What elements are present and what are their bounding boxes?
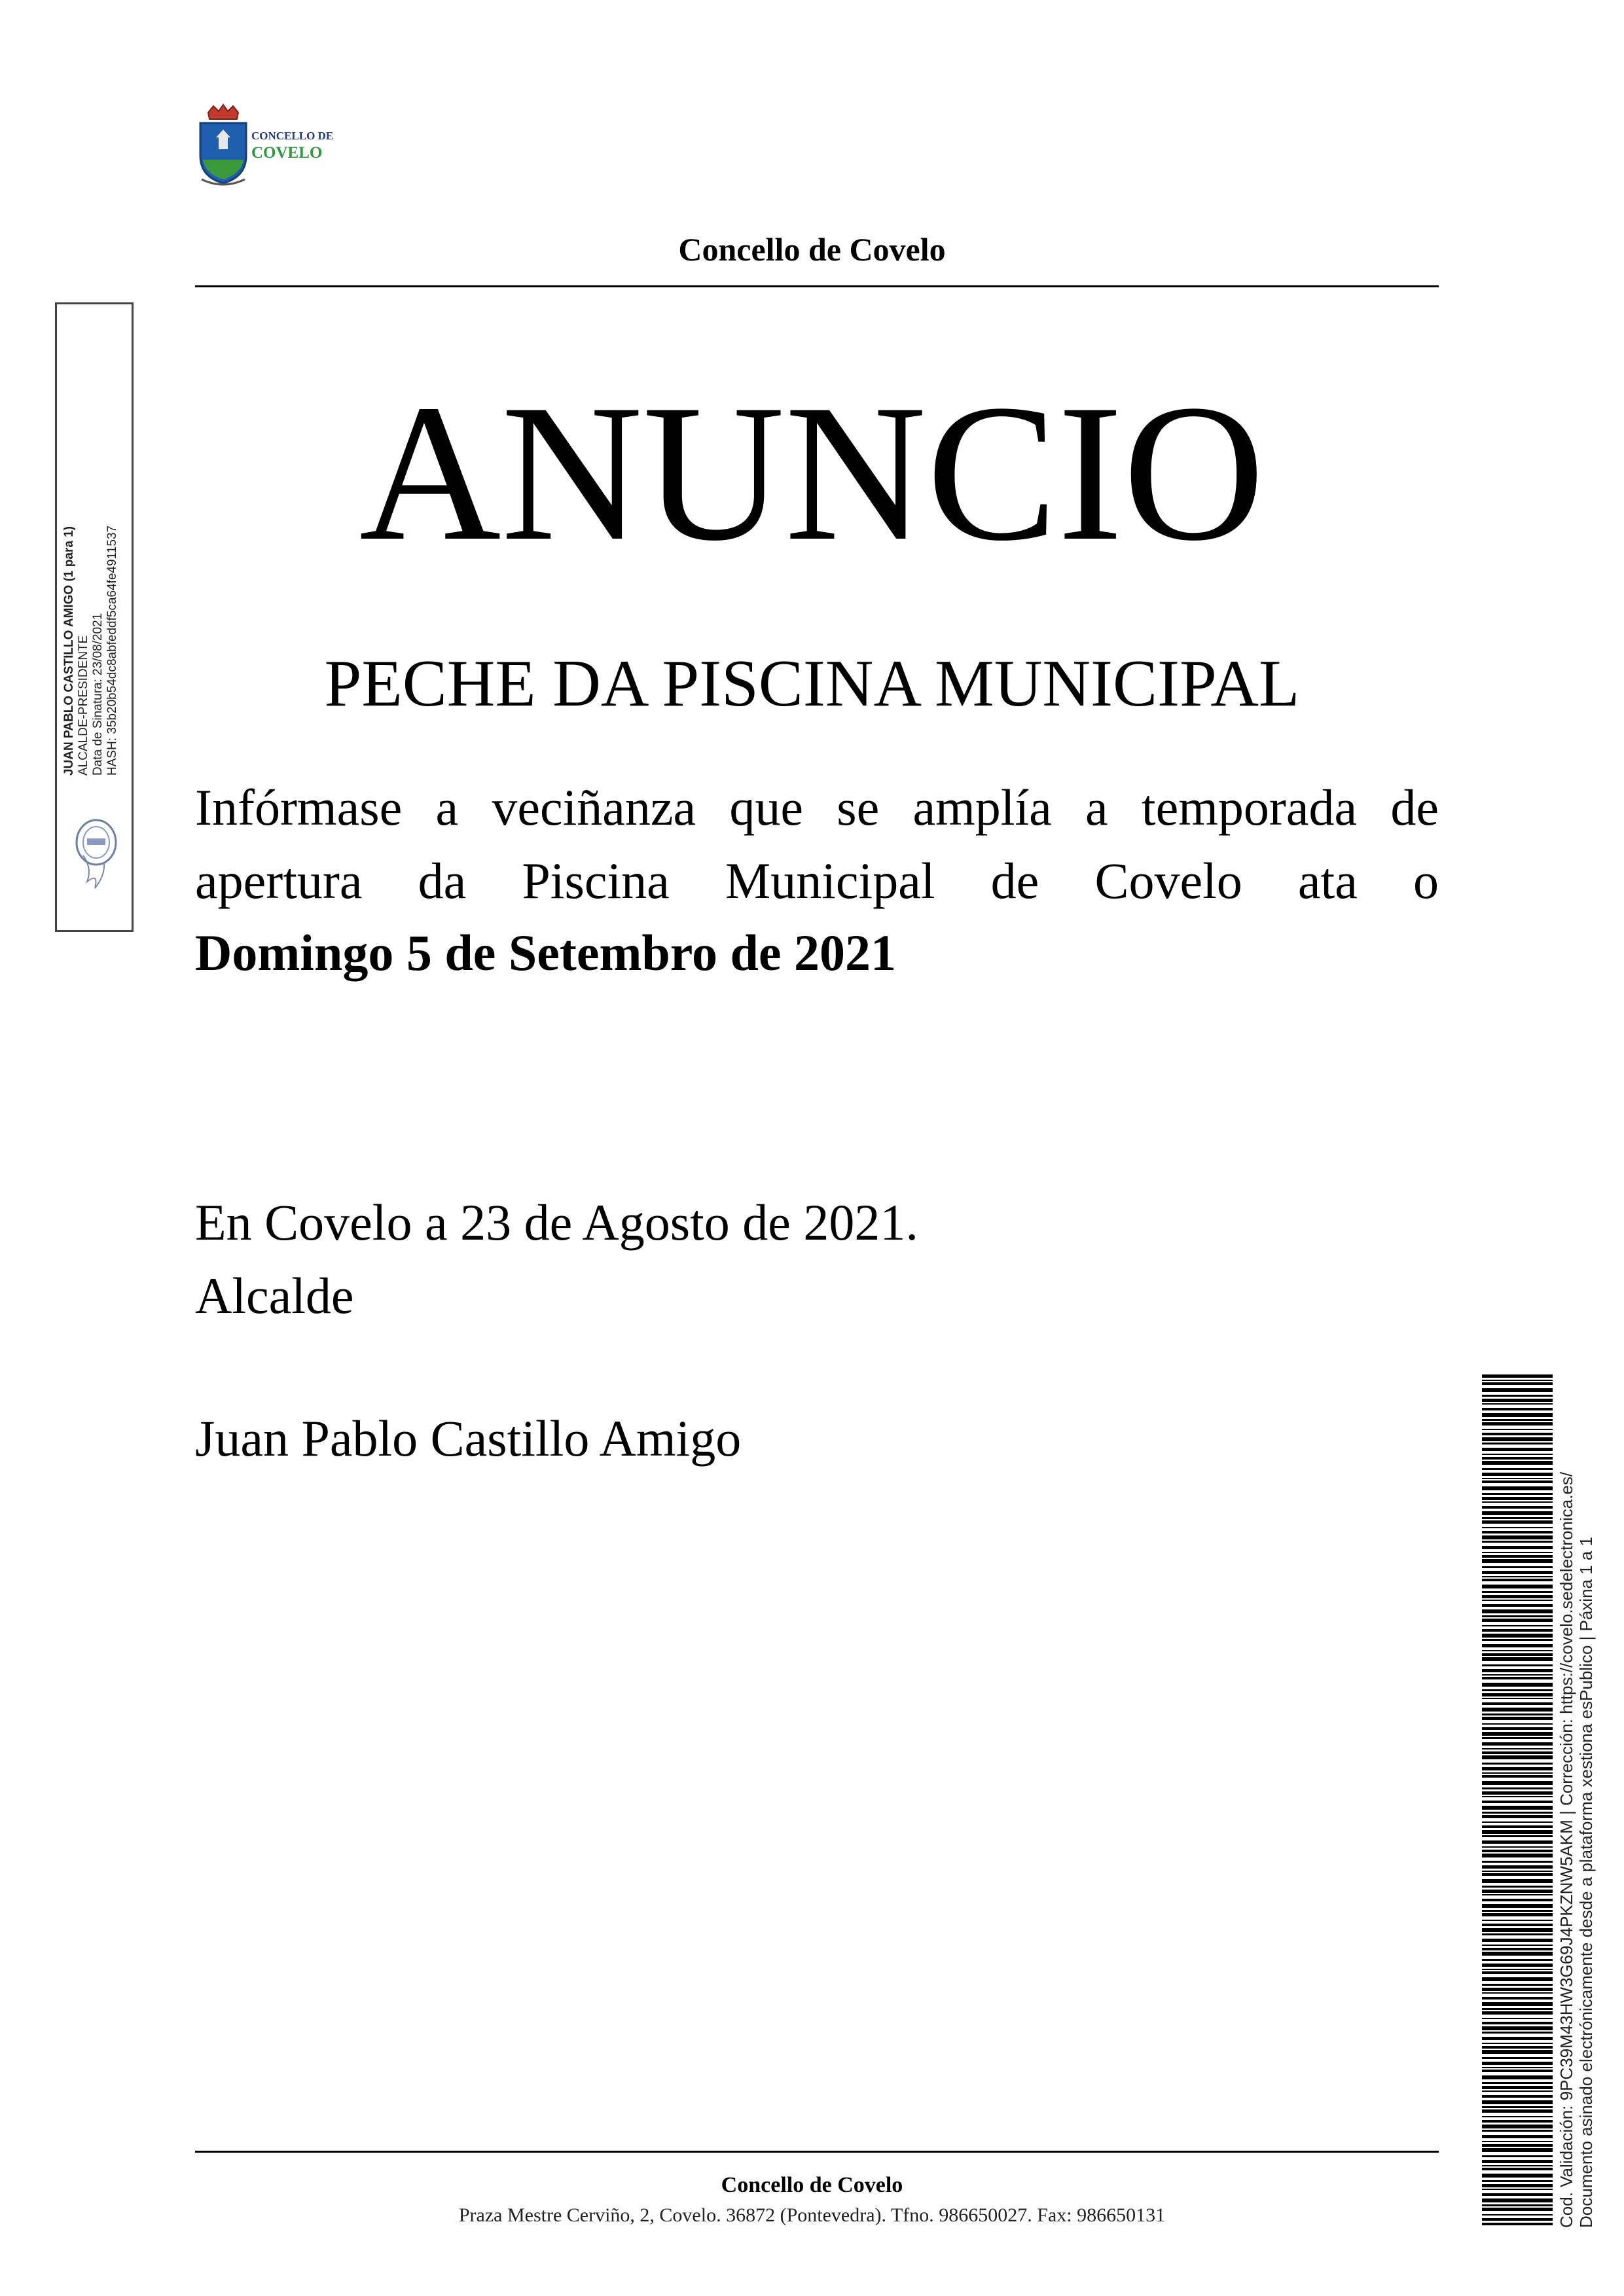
concello-logo <box>194 103 351 188</box>
validation-text <box>1557 1377 1609 2228</box>
barcode-bar <box>1482 2155 1553 2157</box>
barcode-bar <box>1482 1977 1553 1981</box>
barcode-bar <box>1482 1520 1553 1524</box>
barcode-bar <box>1482 1468 1553 1470</box>
barcode-bar <box>1482 1835 1553 1837</box>
barcode-bar <box>1482 1552 1553 1553</box>
barcode-bar <box>1482 1517 1553 1519</box>
barcode-bar <box>1482 1422 1553 1426</box>
barcode-bar <box>1482 2148 1553 2152</box>
barcode-bar <box>1482 2198 1553 2202</box>
barcode-bar <box>1482 1861 1553 1863</box>
barcode-bar <box>1482 1988 1553 1991</box>
signature-date: Data de Sinatura: 23/08/2021 <box>91 613 105 776</box>
barcode-bar <box>1482 1928 1553 1932</box>
barcode-bar <box>1482 2050 1553 2054</box>
barcode-bar <box>1482 2026 1553 2030</box>
barcode-bar <box>1482 2168 1553 2170</box>
place-date-line: En Covelo a 23 de Agosto de 2021. <box>195 1194 918 1251</box>
barcode-bar <box>1482 1591 1553 1593</box>
signature-role: ALCALDE-PRESIDENTE <box>77 635 90 776</box>
barcode-bar <box>1482 1501 1553 1503</box>
barcode-bar <box>1482 1674 1553 1676</box>
barcode-bar <box>1482 1693 1553 1696</box>
barcode-bar <box>1482 2067 1553 2068</box>
barcode-bar <box>1482 1751 1553 1754</box>
barcode-bar <box>1482 1850 1553 1852</box>
barcode-bar <box>1482 1644 1553 1647</box>
barcode-bar <box>1482 2022 1553 2024</box>
barcode-bar <box>1482 1388 1553 1392</box>
barcode-bar <box>1482 1609 1553 1613</box>
barcode-bar <box>1482 1871 1553 1872</box>
validation-barcode <box>1482 1374 1553 2225</box>
barcode-bar <box>1482 1497 1553 1500</box>
barcode-bar <box>1482 1702 1553 1705</box>
barcode-bar <box>1482 1913 1553 1916</box>
barcode-bar <box>1482 2008 1553 2010</box>
footer-title: Concello de Covelo <box>721 2173 903 2197</box>
barcode-bar <box>1482 1531 1553 1534</box>
barcode-bar <box>1482 1959 1553 1961</box>
barcode-bar <box>1482 2062 1553 2065</box>
barcode-bar <box>1482 2116 1553 2117</box>
barcode-bar <box>1482 1801 1553 1803</box>
barcode-bar <box>1482 1806 1553 1810</box>
barcode-bar <box>1482 1873 1553 1876</box>
footer-divider <box>195 2151 1439 2153</box>
barcode-bar <box>1482 1634 1553 1638</box>
barcode-bar <box>1482 2070 1553 2072</box>
barcode-bar <box>1482 1791 1553 1795</box>
barcode-bar <box>1482 1933 1553 1935</box>
barcode-bar <box>1482 1437 1553 1441</box>
barcode-bar <box>1482 1461 1553 1465</box>
barcode-bar <box>1482 1939 1553 1942</box>
validation-code: Cod. Validación: 9PC39M43HW3G69J4PKZNW5AKM | Corrección: https://covelo.sedelectronica.es/ <box>1557 1471 1576 2228</box>
barcode-bar <box>1482 1821 1553 1823</box>
barcode-bar <box>1482 1566 1553 1568</box>
barcode-bar <box>1482 1506 1553 1509</box>
barcode-bar <box>1482 1448 1553 1451</box>
signature-hash: HASH: 35b20b54dc8abfeddf5ca64fe4911537 <box>105 525 119 776</box>
barcode-bar <box>1482 1846 1553 1848</box>
barcode-bar <box>1482 1910 1553 1912</box>
barcode-bar <box>1482 2057 1553 2059</box>
barcode-bar <box>1482 1408 1553 1410</box>
barcode-bar <box>1482 1639 1553 1641</box>
barcode-bar <box>1482 1717 1553 1720</box>
barcode-bar <box>1482 1732 1553 1736</box>
barcode-bar <box>1482 1493 1553 1495</box>
barcode-bar <box>1482 1708 1553 1712</box>
barcode-bar <box>1482 2046 1553 2049</box>
barcode-bar <box>1482 1677 1553 1679</box>
barcode-bar <box>1482 1585 1553 1588</box>
body-paragraph: Infórmase a veciñanza que se amplía a temporada de apertura da Piscina Municipal de Covelo ata o <box>195 779 1439 909</box>
barcode-bar <box>1482 1419 1553 1421</box>
barcode-bar <box>1482 1815 1553 1818</box>
barcode-bar <box>1482 2144 1553 2147</box>
barcode-bar <box>1482 1576 1553 1577</box>
barcode-bar <box>1482 1473 1553 1476</box>
barcode-bar <box>1482 1890 1553 1893</box>
barcode-bar <box>1482 1904 1553 1908</box>
barcode-bar <box>1482 2100 1553 2104</box>
barcode-bar <box>1482 1781 1553 1785</box>
barcode-bar <box>1482 1713 1553 1715</box>
barcode-bar <box>1482 1595 1553 1598</box>
barcode-bar <box>1482 2082 1553 2084</box>
barcode-bar <box>1482 1772 1553 1774</box>
barcode-bar <box>1482 1413 1553 1417</box>
logo-text-line2: COVELO <box>251 144 323 162</box>
signer-role: Alcalde <box>195 1267 354 1324</box>
barcode-bar <box>1482 2011 1553 2015</box>
barcode-bar <box>1482 1924 1553 1926</box>
barcode-bar <box>1482 2037 1553 2040</box>
barcode-bar <box>1482 2032 1553 2034</box>
barcode-bar <box>1482 1403 1553 1405</box>
barcode-bar <box>1482 2135 1553 2138</box>
barcode-bar <box>1482 1457 1553 1460</box>
barcode-bar <box>1482 1748 1553 1749</box>
barcode-bar <box>1482 1894 1553 1895</box>
signature-signer: JUAN PABLO CASTILLO AMIGO (1 para 1) <box>62 526 76 776</box>
barcode-bar <box>1482 1615 1553 1617</box>
barcode-bar <box>1482 1429 1553 1430</box>
barcode-bar <box>1482 2018 1553 2019</box>
barcode-bar <box>1482 1952 1553 1956</box>
barcode-bar <box>1482 2043 1553 2044</box>
barcode-bar <box>1482 1840 1553 1844</box>
logo-text-line1: CONCELLO DE <box>251 130 334 142</box>
barcode-bar <box>1482 1395 1553 1397</box>
barcode-bar <box>1482 1886 1553 1888</box>
barcode-bar <box>1482 2095 1553 2098</box>
barcode-bar <box>1482 1374 1553 1378</box>
barcode-bar <box>1482 1433 1553 1435</box>
barcode-bar <box>1482 1698 1553 1699</box>
header-title: Concello de Covelo <box>678 231 946 268</box>
barcode-bar <box>1482 1879 1553 1883</box>
barcode-bar <box>1482 1604 1553 1607</box>
body-date-bold: Domingo 5 de Setembro de 2021 <box>195 924 897 981</box>
document-heading: ANUNCIO <box>359 364 1265 581</box>
barcode-bar <box>1482 1571 1553 1574</box>
barcode-bar <box>1482 1657 1553 1661</box>
barcode-bar <box>1482 1825 1553 1828</box>
barcode-bar <box>1482 2125 1553 2128</box>
barcode-bar <box>1482 1830 1553 1834</box>
barcode-bar <box>1482 2090 1553 2092</box>
barcode-bar <box>1482 1527 1553 1528</box>
barcode-bar <box>1482 1865 1553 1869</box>
barcode-bar <box>1482 1763 1553 1765</box>
barcode-bar <box>1482 1579 1553 1581</box>
barcode-bar <box>1482 2086 1553 2089</box>
barcode-bar <box>1482 1480 1553 1483</box>
barcode-bar <box>1482 1969 1553 1970</box>
footer-address: Praza Mestre Cerviño, 2, Covelo. 36872 (Pontevedra). Tfno. 986650027. Fax: 986650131 <box>458 2204 1166 2226</box>
barcode-bar <box>1482 1945 1553 1946</box>
barcode-bar <box>1482 1683 1553 1687</box>
barcode-bar <box>1482 1727 1553 1730</box>
document-subtitle: PECHE DA PISCINA MUNICIPAL <box>324 647 1300 721</box>
barcode-bar <box>1482 1723 1553 1725</box>
barcode-bar <box>1482 1812 1553 1814</box>
barcode-bar <box>1482 1742 1553 1746</box>
barcode-bar <box>1482 1796 1553 1797</box>
barcode-bar <box>1482 1541 1553 1543</box>
barcode-bar <box>1482 1737 1553 1739</box>
validation-platform: Documento asinado electrónicamente desde a plataforma xestiona esPublico | Páxina 1 a 1 <box>1576 1536 1596 2228</box>
barcode-bar <box>1482 1650 1553 1651</box>
barcode-bar <box>1482 2165 1553 2166</box>
barcode-bar <box>1482 1948 1553 1950</box>
barcode-bar <box>1482 1984 1553 1986</box>
barcode-bar <box>1482 2002 1553 2006</box>
barcode-bar <box>1482 2106 1553 2108</box>
barcode-bar <box>1482 1511 1553 1515</box>
barcode-bar <box>1482 1964 1553 1967</box>
barcode-bar <box>1482 1689 1553 1691</box>
barcode-bar <box>1482 1478 1553 1479</box>
barcode-bar <box>1482 1559 1553 1563</box>
barcode-bar <box>1482 1755 1553 1759</box>
barcode-bar <box>1482 1600 1553 1601</box>
barcode-bar <box>1482 1997 1553 2000</box>
barcode-bar <box>1482 1664 1553 1666</box>
barcode-bar <box>1482 1443 1553 1444</box>
barcode-bar <box>1482 1669 1553 1672</box>
barcode-bar <box>1482 1775 1553 1778</box>
barcode-bar <box>1482 2120 1553 2123</box>
barcode-bar <box>1482 1380 1553 1381</box>
barcode-bar <box>1482 1454 1553 1455</box>
barcode-bar <box>1482 1486 1553 1490</box>
barcode-bar <box>1482 1992 1553 1994</box>
barcode-bar <box>1482 2141 1553 2142</box>
barcode-bar <box>1482 1619 1553 1622</box>
barcode-bar <box>1482 1854 1553 1857</box>
barcode-bar <box>1482 1535 1553 1539</box>
barcode-bar <box>1482 1971 1553 1974</box>
barcode-bar <box>1482 1920 1553 1921</box>
barcode-bar <box>1482 1546 1553 1549</box>
barcode-bar <box>1482 2075 1553 2079</box>
barcode-bar <box>1482 1399 1553 1402</box>
signer-name: Juan Pablo Castillo Amigo <box>195 1410 742 1467</box>
barcode-bar <box>1482 1787 1553 1789</box>
barcode-bar <box>1482 1653 1553 1656</box>
barcode-bar <box>1482 2109 1553 2113</box>
barcode-bar <box>1482 2160 1553 2163</box>
header-divider <box>195 285 1439 287</box>
barcode-bar <box>1482 1555 1553 1558</box>
barcode-bar <box>1482 1625 1553 1626</box>
barcode-bar <box>1482 1767 1553 1770</box>
signature-seal-icon <box>73 816 120 893</box>
coat-of-arms-icon <box>194 103 253 188</box>
barcode-bar <box>1482 1899 1553 1901</box>
barcode-bar <box>1482 1382 1553 1385</box>
barcode-bar <box>1482 1629 1553 1632</box>
barcode-bar <box>1482 2130 1553 2132</box>
